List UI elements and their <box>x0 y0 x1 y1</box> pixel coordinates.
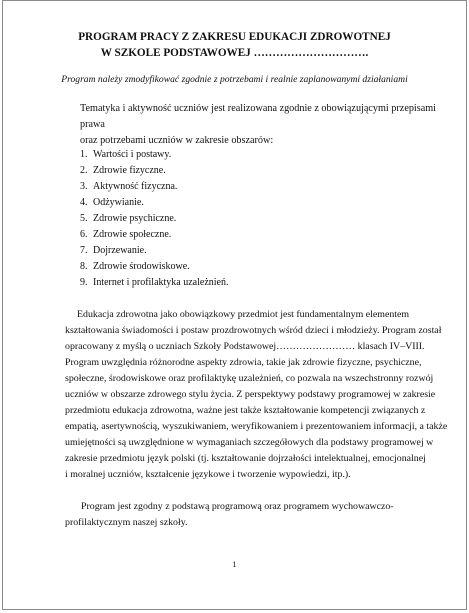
title-line-1: PROGRAM PRACY Z ZAKRESU EDUKACJI ZDROWOTNEJ <box>78 31 391 43</box>
list-item-number: 7. <box>80 245 88 256</box>
list-item-label: Aktywność fizyczna. <box>93 181 178 192</box>
body-line: uczniów w obszarze zdrowego stylu życia. Z perspektywy podstawy programowej w zakresie <box>65 389 436 400</box>
page-number: 1 <box>232 559 237 569</box>
italic-note: Program należy zmodyfikować zgodnie z potrzebami i realnie zaplanowanymi działaniami <box>61 74 408 85</box>
document-title <box>3 29 466 61</box>
closing-line-1: Program jest zgodny z podstawą programową oraz programem wychowawczo- <box>81 501 394 512</box>
list-item-number: 1. <box>80 149 88 160</box>
list-item-number: 3. <box>80 181 88 192</box>
areas-list <box>65 147 425 291</box>
list-item-label: Zdrowie środowiskowe. <box>93 261 190 272</box>
list-item-number: 8. <box>80 261 88 272</box>
list-item-label: Zdrowie społeczne. <box>93 229 172 240</box>
list-item <box>65 163 425 179</box>
body-line: kształtowania świadomości i postaw prozdrowotnych wśród dzieci i młodzieży. Program został <box>65 325 442 336</box>
list-item-number: 2. <box>80 165 88 176</box>
list-item-number: 9. <box>80 277 88 288</box>
list-item-number: 5. <box>80 213 88 224</box>
list-item <box>65 243 425 259</box>
intro-line-2: oraz potrzebami uczniów w zakresie obszarów: <box>80 135 274 146</box>
list-item <box>65 211 425 227</box>
body-line: Edukacja zdrowotna jako obowiązkowy przedmiot jest fundamentalnym elementem <box>77 309 410 320</box>
title-line-2: W SZKOLE PODSTAWOWEJ …………………………. <box>100 47 369 59</box>
list-item-label: Internet i profilaktyka uzależnień. <box>93 277 229 288</box>
list-item-label: Dojrzewanie. <box>93 245 147 256</box>
body-line: opracowany z myślą o uczniach Szkoły Podstawowej…………………… klasach IV–VIII. <box>65 341 425 352</box>
list-item <box>65 227 425 243</box>
list-item <box>65 259 425 275</box>
document-page <box>2 0 467 610</box>
body-line: empatią, asertywnością, wyszukiwaniem, weryfikowaniem i prezentowaniem informacji, a także <box>65 421 448 432</box>
list-item <box>65 195 425 211</box>
list-item-number: 4. <box>80 197 88 208</box>
body-line: przedmiotu edukacja zdrowotna, ważne jest także kształtowanie kompetencji związanych z <box>65 405 426 416</box>
list-item-label: Odżywianie. <box>93 197 144 208</box>
body-line: społeczne, środowiskowe oraz profilaktykę uzależnień, co pozwala na wszechstronny rozwój <box>65 373 434 384</box>
body-line: umiejętności są uwzględnione w wymaganiach szczegółowych dla podstawy programowej w <box>65 437 434 448</box>
body-line: Program uwzględnia różnorodne aspekty zdrowia, takie jak zdrowie fizyczne, psychiczne, <box>65 357 422 368</box>
body-line: zakresie przedmiotu język polski (tj. kształtowanie dojrzałości intelektualnej, emocjonalnej <box>65 453 426 464</box>
closing-line-2: profilaktycznym naszej szkoły. <box>65 517 188 528</box>
intro-paragraph <box>65 101 445 149</box>
closing-paragraph <box>65 499 445 531</box>
list-item-number: 6. <box>80 229 88 240</box>
list-item <box>65 147 425 163</box>
list-item-label: Zdrowie fizyczne. <box>93 165 166 176</box>
list-item-label: Zdrowie psychiczne. <box>93 213 177 224</box>
list-item-label: Wartości i postawy. <box>93 149 172 160</box>
body-paragraph <box>65 307 448 483</box>
body-line: i moralnej uczniów, kształcenie językowe i tworzenie wypowiedzi, itp.). <box>65 469 351 480</box>
intro-line-1: Tematyka i aktywność uczniów jest realizowana zgodnie z obowiązującymi przepisami prawa <box>80 103 436 130</box>
list-item <box>65 179 425 195</box>
list-item <box>65 275 425 291</box>
